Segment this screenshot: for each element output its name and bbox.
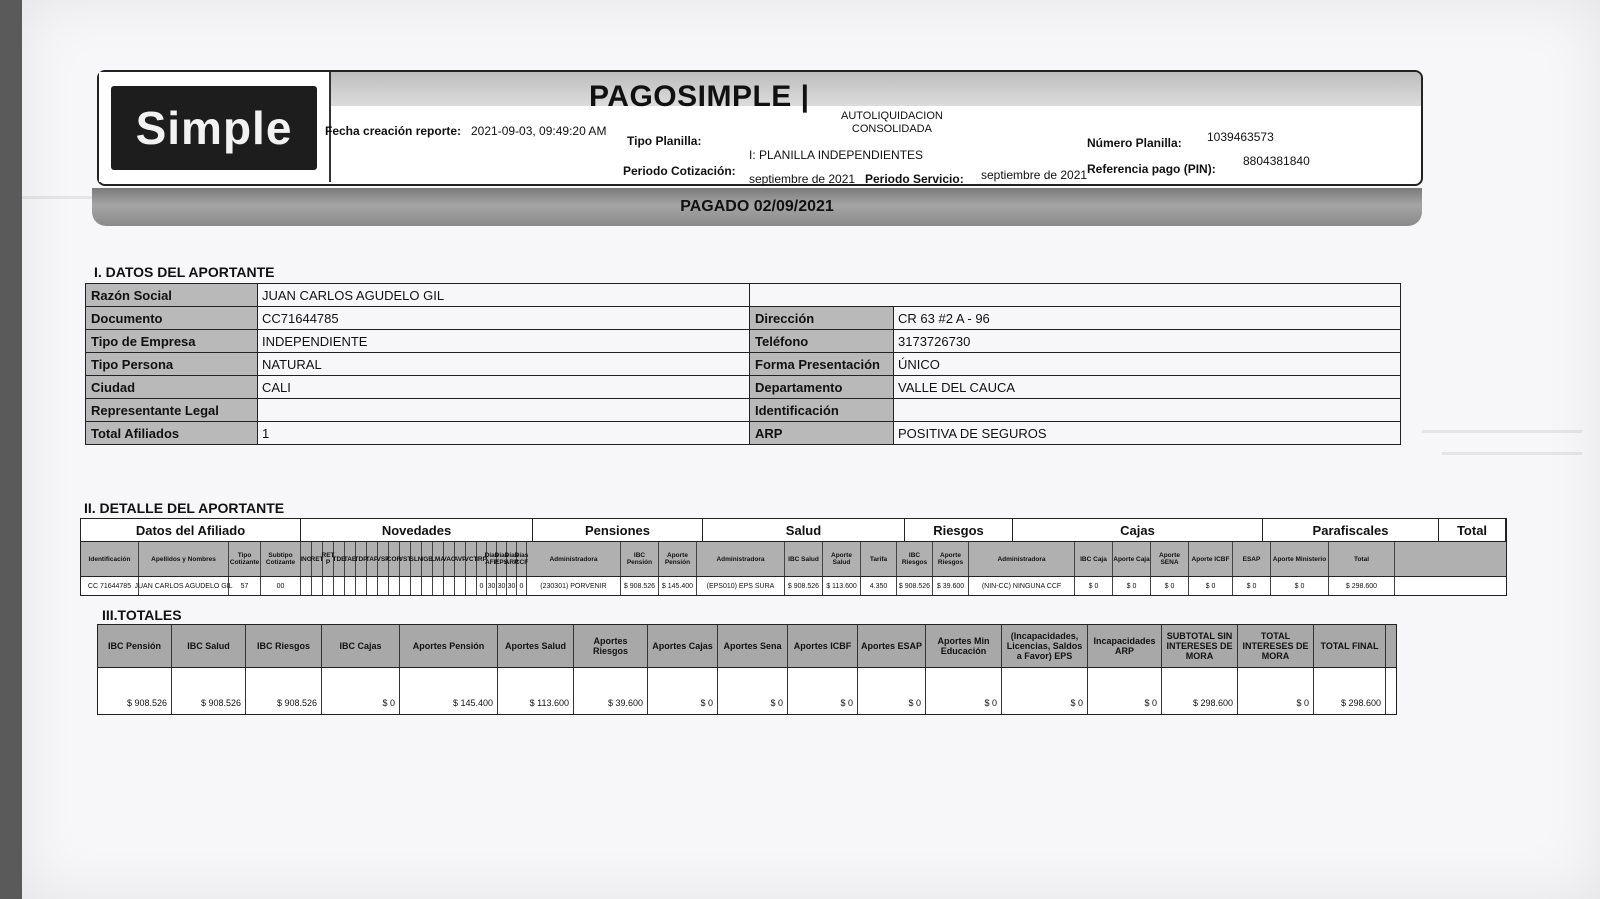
field-value: POSITIVA DE SEGUROS [898,425,1047,441]
table-cell [422,577,433,595]
periodo-cotizacion-value: septiembre de 2021 [749,172,856,186]
totals-header-cell: (Incapacidades, Licencias, Saldos a Favor) EPS [1002,625,1088,667]
totals-value-cell: $ 0 [648,668,718,714]
column-header-cell: Administradora [527,542,621,576]
totals-value-cell: $ 0 [1088,668,1162,714]
table-cell: $ 0 [1271,577,1329,595]
table-cell [301,577,312,595]
table-cell: (230301) PORVENIR [527,577,621,595]
table-cell: 57 [229,577,261,595]
referencia-value: 8804381840 [1243,154,1310,168]
totals-header-cell: Aportes ESAP [858,625,926,667]
table-cell: 30 [487,577,497,595]
detail-column-header [81,542,1506,577]
autoliq-line1: AUTOLIQUIDACION [841,110,943,122]
table-cell [466,577,477,595]
totals-value-cell: $ 908.526 [98,668,172,714]
column-header-cell: IBC Caja [1075,542,1113,576]
field-value: INDEPENDIENTE [258,330,750,352]
column-header-cell: RET [312,542,323,576]
column-header-cell: IBC Riesgos [897,542,933,576]
column-header-cell: Días EPS [497,542,507,576]
totals-value-cell: $ 145.400 [400,668,498,714]
table-row [86,422,1400,444]
column-header-cell: ESAP [1233,542,1271,576]
totals-header-cell: Aportes Min Educación [926,625,1002,667]
totals-header-cell: IBC Salud [172,625,246,667]
table-cell [389,577,400,595]
column-header-cell: Aporte Caja [1113,542,1151,576]
aportante-detail-table [80,518,1507,596]
section2-title: II. DETALLE DEL APORTANTE [84,500,285,516]
column-header-cell: Aporte Ministerio [1271,542,1329,576]
group-header-cell: Riesgos [905,519,1013,541]
table-row [86,353,1400,376]
field-label: Razón Social [86,284,258,306]
column-header-cell: Apellidos y Nombres [139,542,229,576]
table-row [86,284,1400,307]
paid-status: PAGADO 02/09/2021 [680,198,834,215]
column-header-cell: SLN [411,542,422,576]
column-header-cell: Días CCF [517,542,527,576]
scan-artifact [1422,430,1582,433]
column-header-cell: Aporte ICBF [1189,542,1233,576]
totals-header-cell: Aportes ICBF [788,625,858,667]
field-label: Total Afiliados [86,422,258,444]
table-cell: 00 [261,577,301,595]
table-cell [400,577,411,595]
totals-header-cell: Aportes Riesgos [574,625,648,667]
field-value [894,399,1400,421]
totals-value-cell: $ 0 [1002,668,1088,714]
table-row [86,330,1400,353]
column-header-cell: IBC Salud [785,542,823,576]
field-label: Representante Legal [86,399,258,421]
group-header-cell: Pensiones [533,519,703,541]
column-header-cell: RET P [323,542,334,576]
group-header-cell: Novedades [301,519,533,541]
header-bar [329,72,1421,106]
table-cell: $ 908.526 [621,577,659,595]
field-value [258,399,750,421]
periodo-servicio-label: Periodo Servicio: [865,172,964,186]
table-cell: (NIN-CC) NINGUNA CCF [969,577,1075,595]
table-cell: $ 0 [1151,577,1189,595]
totals-header-cell: Aportes Salud [498,625,574,667]
table-cell: (EPS010) EPS SURA [697,577,785,595]
table-row [86,376,1400,399]
table-cell: CC 71644785 [81,577,139,595]
column-header-cell: Total [1329,542,1395,576]
group-header-cell: Datos del Afiliado [81,519,301,541]
totals-value-cell: $ 0 [926,668,1002,714]
field-label: Forma Presentación [750,353,894,375]
numero-planilla-value: 1039463573 [1207,130,1274,144]
table-row [81,577,1506,595]
table-cell: 30 [507,577,517,595]
table-cell: $ 113.600 [823,577,861,595]
totals-header-cell: Aportes Sena [718,625,788,667]
table-cell: $ 145.400 [659,577,697,595]
totals-header-cell: Aportes Pensión [400,625,498,667]
column-header-cell: IBC Pensión [621,542,659,576]
column-header-cell: Días AFP [487,542,497,576]
empty-cell [750,284,1400,306]
totals-header-cell: TOTAL INTERESES DE MORA [1238,625,1314,667]
column-header-cell: Días ARP [507,542,517,576]
section3-title: III.TOTALES [102,607,182,623]
table-row [86,307,1400,330]
field-value: CC71644785 [258,307,750,329]
totals-value-cell: $ 908.526 [246,668,322,714]
totals-header-cell: SUBTOTAL SIN INTERESES DE MORA [1162,625,1238,667]
logo-area [99,72,331,182]
totals-value-cell: $ 39.600 [574,668,648,714]
paid-status-bar [92,188,1422,226]
table-cell: $ 0 [1189,577,1233,595]
totals-table [97,624,1397,715]
brand-title: PAGOSIMPLE | [589,80,810,113]
table-cell [378,577,389,595]
aportante-data-table [85,283,1401,445]
table-cell: $ 0 [1233,577,1271,595]
referencia-label: Referencia pago (PIN): [1087,162,1216,176]
table-cell: $ 39.600 [933,577,969,595]
totals-value-cell: $ 0 [1238,668,1314,714]
field-value: CR 63 #2 A - 96 [898,310,990,326]
table-cell: $ 0 [1113,577,1151,595]
report-header [97,70,1423,186]
column-header-cell: Aporte Pensión [659,542,697,576]
table-cell [411,577,422,595]
field-label: Departamento [750,376,894,398]
table-cell: $ 908.526 [897,577,933,595]
column-header-cell: COR [389,542,400,576]
fecha-label: Fecha creación reporte: [325,124,462,138]
totals-value-cell: $ 113.600 [498,668,574,714]
table-cell [433,577,444,595]
group-header-cell: Cajas [1013,519,1263,541]
table-cell [334,577,345,595]
field-label: Identificación [750,399,894,421]
periodo-servicio-value: septiembre de 2021 [981,168,1088,182]
column-header-cell: ING [301,542,312,576]
field-value: VALLE DEL CAUCA [898,379,1016,395]
totals-header-cell: TOTAL FINAL [1314,625,1386,667]
column-header-cell: TAP [367,542,378,576]
column-header-cell: VAC [444,542,455,576]
field-label: Tipo de Empresa [86,330,258,352]
table-row [98,668,1396,714]
totals-header-cell: IBC Riesgos [246,625,322,667]
numero-planilla-label: Número Planilla: [1087,136,1182,150]
group-header-cell: Salud [703,519,905,541]
totals-header-cell: IBC Pensión [98,625,172,667]
autoliquidacion-label [841,110,943,136]
column-header-cell: Tarifa [861,542,897,576]
table-cell: 4.350 [861,577,897,595]
column-header-cell: Aporte Riesgos [933,542,969,576]
field-value: 3173726730 [898,333,971,349]
totals-header-cell: IBC Cajas [322,625,400,667]
table-cell [455,577,466,595]
fecha-value: 2021-09-03, 09:49:20 AM [471,124,607,138]
table-cell: 0 [517,577,527,595]
field-value: JUAN CARLOS AGUDELO GIL [258,284,750,306]
section1-title: I. DATOS DEL APORTANTE [94,264,275,280]
column-header-cell: IGE [422,542,433,576]
column-header-cell: Administradora [697,542,785,576]
group-header-cell: Total [1439,519,1506,541]
column-header-cell: Aporte Salud [823,542,861,576]
totals-header-cell: Aportes Cajas [648,625,718,667]
field-value: 1 [258,422,750,444]
tipo-planilla-label: Tipo Planilla: [627,134,702,148]
field-label: Documento [86,307,258,329]
table-cell: 0 [477,577,487,595]
totals-value-cell: $ 908.526 [172,668,246,714]
field-label: Tipo Persona [86,353,258,375]
table-cell: JUAN CARLOS AGUDELO GIL [139,577,229,595]
table-cell [367,577,378,595]
detail-group-header [81,519,1506,542]
field-label: Ciudad [86,376,258,398]
scan-artifact [22,196,92,199]
column-header-cell: Identificación [81,542,139,576]
field-value: NATURAL [258,353,750,375]
autoliq-line2: CONSOLIDADA [851,123,932,135]
scan-artifact [1442,452,1582,455]
tipo-planilla-value: I: PLANILLA INDEPENDIENTES [749,148,924,162]
column-header-cell: TDP [356,542,367,576]
field-value: ÚNICO [898,356,940,372]
column-header-cell: VST [400,542,411,576]
column-header-cell: Administradora [969,542,1075,576]
totals-value-cell: $ 0 [322,668,400,714]
field-label: Dirección [750,307,894,329]
field-label: ARP [750,422,894,444]
totals-header-cell: Incapacidades ARP [1088,625,1162,667]
column-header-cell: IRP [477,542,487,576]
totals-value-cell: $ 298.600 [1314,668,1386,714]
table-cell: $ 0 [1075,577,1113,595]
column-header-cell: VCT [466,542,477,576]
table-cell: $ 298.600 [1329,577,1395,595]
column-header-cell: Tipo Cotizante [229,542,261,576]
table-cell [345,577,356,595]
table-cell: $ 908.526 [785,577,823,595]
totals-value-cell: $ 0 [788,668,858,714]
column-header-cell: Subtipo Cotizante [261,542,301,576]
table-row [86,399,1400,422]
totals-value-cell: $ 0 [858,668,926,714]
totals-column-header [98,625,1396,668]
column-header-cell: TAE [345,542,356,576]
table-cell [312,577,323,595]
column-header-cell: VSP [378,542,389,576]
column-header-cell: LMA [433,542,444,576]
field-label: Teléfono [750,330,894,352]
totals-value-cell: $ 0 [718,668,788,714]
column-header-cell: Aporte SENA [1151,542,1189,576]
group-header-cell: Parafiscales [1263,519,1439,541]
table-cell: 30 [497,577,507,595]
table-cell [323,577,334,595]
field-value: CALI [258,376,750,398]
column-header-cell: TDE [334,542,345,576]
periodo-cotizacion-label: Periodo Cotización: [623,164,736,178]
table-cell [356,577,367,595]
table-cell [444,577,455,595]
column-header-cell: AVP [455,542,466,576]
simple-logo: Simple [111,86,317,170]
totals-value-cell: $ 298.600 [1162,668,1238,714]
